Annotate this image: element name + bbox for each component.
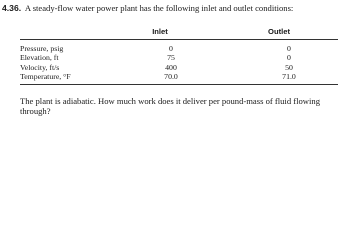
problem-statement [2, 3, 348, 14]
outlet-value: 71.0 [220, 72, 338, 84]
problem-statement-text: A steady-flow water power plant has the following inlet and outlet conditions: [24, 3, 294, 13]
problem-question: The plant is adiabatic. How much work does it deliver per pound-mass of fluid flowing through? [20, 96, 320, 116]
table-row [20, 72, 338, 84]
inlet-value: 400 [165, 62, 177, 72]
outlet-value: 50 [285, 62, 293, 72]
problem-number: 4.36. [2, 3, 22, 13]
property-label: Pressure, psig [20, 43, 64, 53]
inlet-value: 75 [167, 53, 175, 63]
table-header-property [20, 27, 100, 39]
conditions-table [20, 27, 338, 85]
outlet-value: 0 [287, 43, 291, 53]
table-header-inlet: Inlet [100, 27, 220, 39]
property-label: Velocity, ft/s [20, 62, 60, 72]
outlet-value: 0 [287, 53, 291, 63]
table-row [20, 39, 338, 53]
table-row [20, 63, 338, 73]
property-label: Temperature, °F [20, 72, 100, 84]
property-label: Elevation, ft [20, 53, 59, 63]
inlet-value: 0 [169, 43, 173, 53]
table-header-outlet: Outlet [220, 27, 338, 39]
table-header-row [20, 27, 338, 39]
table-row [20, 53, 338, 63]
inlet-value: 70.0 [100, 72, 220, 84]
